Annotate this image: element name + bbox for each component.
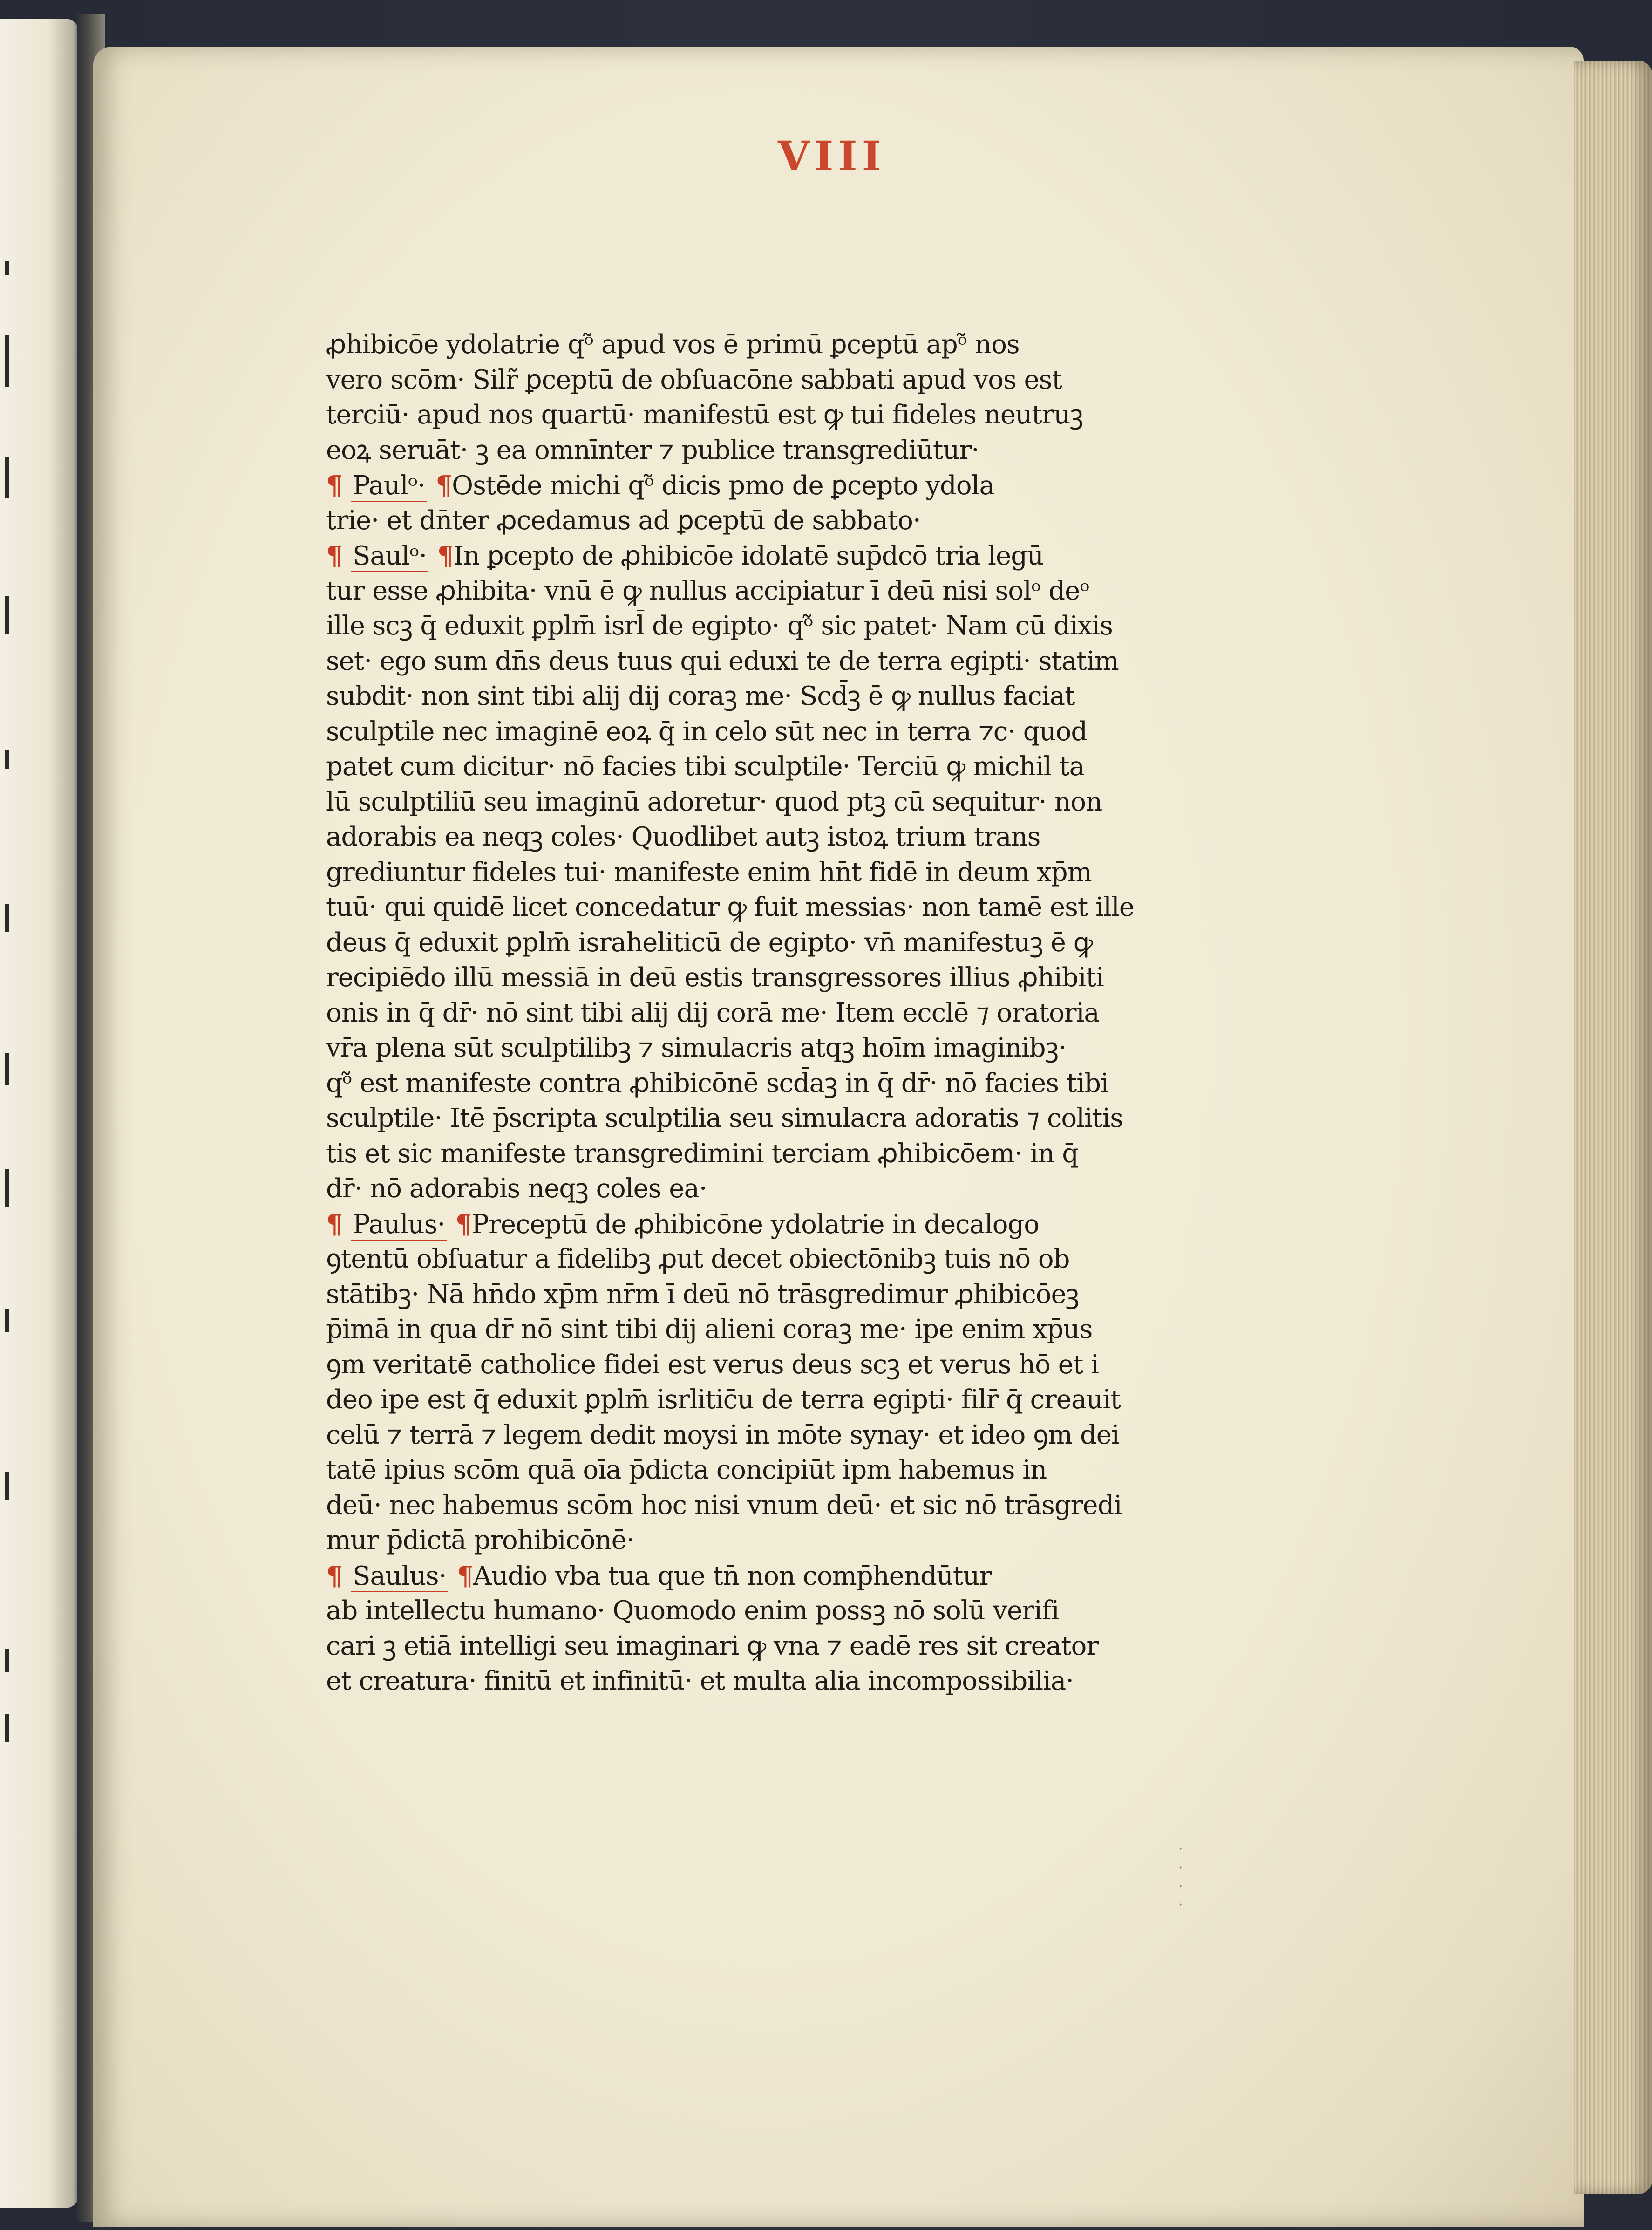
- line-text: dr̄· nō adorabis neqꝫ coles ea·: [326, 1173, 707, 1204]
- text-line: [326, 469, 1202, 502]
- line-text: trie· et dn̄ter ꝓcedamus ad ꝑceptū de sabbato·: [326, 505, 921, 536]
- text-line: [326, 1349, 1202, 1381]
- line-text: vero scōm· Silr̃ ꝑceptū de obſuacōne sabbati apud vos est: [326, 365, 1062, 395]
- text-line: [326, 328, 1202, 361]
- paragraph-mark: ¶: [427, 470, 452, 501]
- margin-specks: · · · ·: [1178, 1841, 1183, 1913]
- line-text: eoꝝ seruāt· ꝫ ea omnīnter ⁊ publice transgrediūtur·: [326, 435, 979, 465]
- text-line: [326, 610, 1202, 642]
- line-text: mur p̄dictā prohibicōnē·: [326, 1525, 634, 1555]
- text-line: [326, 680, 1202, 713]
- text-line: [326, 997, 1202, 1030]
- line-text: ꝯtentū obſuatur a fidelibꝫ ꝓut decet obiectōnibꝫ tuis nō ob: [326, 1244, 1070, 1274]
- paragraph-mark: ¶: [447, 1209, 472, 1240]
- speaker-label: Paulus·: [351, 1209, 447, 1241]
- text-line: [326, 1102, 1202, 1135]
- text-line: [326, 1243, 1202, 1275]
- line-text: et creatura· finitū et infinitū· et multa alia incompossibilia·: [326, 1666, 1074, 1696]
- line-text: ille scꝫ q̄ eduxit ꝑplm̄ isrl̄ de egipto· qᵒ̃ sic patet· Nam cū dixis: [326, 611, 1113, 641]
- text-line: [326, 856, 1202, 889]
- line-text: cari ꝫ etiā intelligi seu imaginari ꝙ vna ⁊ eadē res sit creator: [326, 1631, 1099, 1661]
- line-text: tis et sic manifeste transgredimini terciam ꝓhibicōem· in q̄: [326, 1139, 1079, 1169]
- line-text: deo ipe est q̄ eduxit ꝑplm̄ isrlitic̄u de terra egipti· filr̄ q̄ creauit: [326, 1384, 1121, 1415]
- text-line: [326, 821, 1202, 853]
- line-text: sculptile· Itē p̄scripta sculptilia seu simulacra adoratis ⁊ colitis: [326, 1103, 1123, 1133]
- line-text: adorabis ea neqꝫ coles· Quodlibet autꝫ istoꝝ trium trans: [326, 822, 1040, 852]
- text-line: [326, 1384, 1202, 1416]
- text-line: [326, 1173, 1202, 1205]
- line-text: qᵒ̃ est manifeste contra ꝓhibicōnē scd̄aꝫ in q̄ dr̄· nō facies tibi: [326, 1068, 1108, 1098]
- facing-page-marks: [5, 261, 51, 1798]
- text-line: [326, 1454, 1202, 1487]
- text-line: [326, 1489, 1202, 1522]
- text-line: [326, 1524, 1202, 1557]
- text-line: [326, 716, 1202, 748]
- text-line: [326, 962, 1202, 994]
- line-text: subdit· non sint tibi alij dij coraꝫ me· Scd̄ꝫ ē ꝙ nullus faciat: [326, 681, 1075, 711]
- text-line: [326, 891, 1202, 924]
- text-line: [326, 364, 1202, 396]
- line-text: grediuntur fideles tui· manifeste enim hn̄t fidē in deum xp̄m: [326, 857, 1092, 887]
- speaker-label: Saulᵒ·: [351, 541, 428, 572]
- speaker-label: Paulᵒ·: [351, 471, 427, 502]
- text-line: [326, 645, 1202, 678]
- paragraph-mark: ¶: [428, 540, 454, 571]
- line-text: recipiēdo illū messiā in deū estis transgressores illius ꝓhibiti: [326, 962, 1104, 993]
- line-text: set· ego sum dn̄s deus tuus qui eduxi te de terra egipti· statim: [326, 646, 1119, 676]
- text-line: [326, 786, 1202, 818]
- line-text: tuū· qui quidē licet concedatur ꝙ fuit messias· non tamē est ille: [326, 892, 1134, 922]
- paragraph-mark: ¶: [326, 540, 351, 571]
- text-line: [326, 1208, 1202, 1241]
- line-text: tur esse ꝓhibita· vnū ē ꝙ nullus accipiatur ī deū nisi solᵒ deᵒ: [326, 576, 1089, 606]
- text-line: [326, 750, 1202, 783]
- text-line: [326, 927, 1202, 959]
- text-line: [326, 1419, 1202, 1452]
- text-line: [326, 1630, 1202, 1663]
- line-text: Audio vba tua que tn̄ non comp̄hendūtur: [473, 1561, 992, 1591]
- line-text: lū sculptiliū seu imaginū adoretur· quod ptꝫ cū sequitur· non: [326, 787, 1102, 817]
- text-line: [326, 1032, 1202, 1064]
- line-text: ꝯm veritatē catholice fidei est verus deus scꝫ et verus hō et i: [326, 1350, 1099, 1380]
- line-text: sculptile nec imaginē eoꝝ q̄ in celo sūt nec in terra ⁊c· quod: [326, 716, 1088, 747]
- text-line: [326, 1278, 1202, 1311]
- line-text: In ꝑcepto de ꝓhibicōe idolatē sup̄dcō tria legū: [453, 541, 1044, 571]
- line-text: vr̄a plena sūt sculptilibꝫ ⁊ simulacris atqꝫ hoīm imaginibꝫ·: [326, 1033, 1066, 1063]
- line-text: deus q̄ eduxit ꝑplm̄ israheliticū de egipto· vn̄ manifestuꝫ ē ꝙ: [326, 927, 1093, 958]
- text-line: [326, 1665, 1202, 1698]
- line-text: p̄imā in qua dr̄ nō sint tibi dij alieni coraꝫ me· ipe enim xp̄us: [326, 1314, 1093, 1344]
- text-line: [326, 575, 1202, 607]
- text-line: [326, 1595, 1202, 1627]
- paragraph-mark: ¶: [326, 1561, 351, 1591]
- text-line: [326, 434, 1202, 467]
- text-line: [326, 399, 1202, 431]
- line-text: onis in q̄ dr̄· nō sint tibi alij dij corā me· Item ecclē ⁊ oratoria: [326, 998, 1099, 1028]
- paragraph-mark: ¶: [326, 1209, 351, 1240]
- paragraph-mark: ¶: [326, 470, 351, 501]
- text-line: [326, 539, 1202, 572]
- folio-number: VIII: [778, 132, 886, 180]
- line-text: patet cum dicitur· nō facies tibi sculptile· Terciū ꝙ michil ta: [326, 751, 1084, 782]
- line-text: deū· nec habemus scōm hoc nisi vnum deū· et sic nō trāsgredi: [326, 1490, 1122, 1521]
- text-line: [326, 1067, 1202, 1100]
- text-line: [326, 505, 1202, 537]
- text-column: [326, 328, 1202, 1721]
- line-text: ꝓhibicōe ydolatrie qᵒ̃ apud vos ē primū ꝑceptū apᵒ̃ nos: [326, 329, 1020, 360]
- speaker-label: Saulus·: [351, 1561, 448, 1592]
- paragraph-mark: ¶: [448, 1561, 473, 1591]
- text-line: [326, 1138, 1202, 1170]
- line-text: stātibꝫ· Nā hn̄do xp̄m nr̄m ī deū nō trāsgredimur ꝓhibicōeꝫ: [326, 1279, 1079, 1309]
- line-text: Preceptū de ꝓhibicōne ydolatrie in decalogo: [471, 1209, 1040, 1240]
- line-text: ab intellectu humano· Quomodo enim possꝫ nō solū verifi: [326, 1596, 1059, 1626]
- page-fore-edge: [1574, 61, 1652, 2194]
- line-text: Ostēde michi qᵒ̃ dicis pmo de ꝑcepto ydola: [452, 471, 994, 501]
- line-text: celū ⁊ terrā ⁊ legem dedit moysi in mōte synay· et ideo ꝯm dei: [326, 1420, 1119, 1450]
- text-line: [326, 1313, 1202, 1346]
- line-text: terciū· apud nos quartū· manifestū est ꝙ tui fideles neutruꝫ: [326, 400, 1083, 430]
- text-line: [326, 1560, 1202, 1592]
- line-text: tatē ipius scōm quā oīa p̄dicta concipiūt ipm habemus in: [326, 1455, 1047, 1485]
